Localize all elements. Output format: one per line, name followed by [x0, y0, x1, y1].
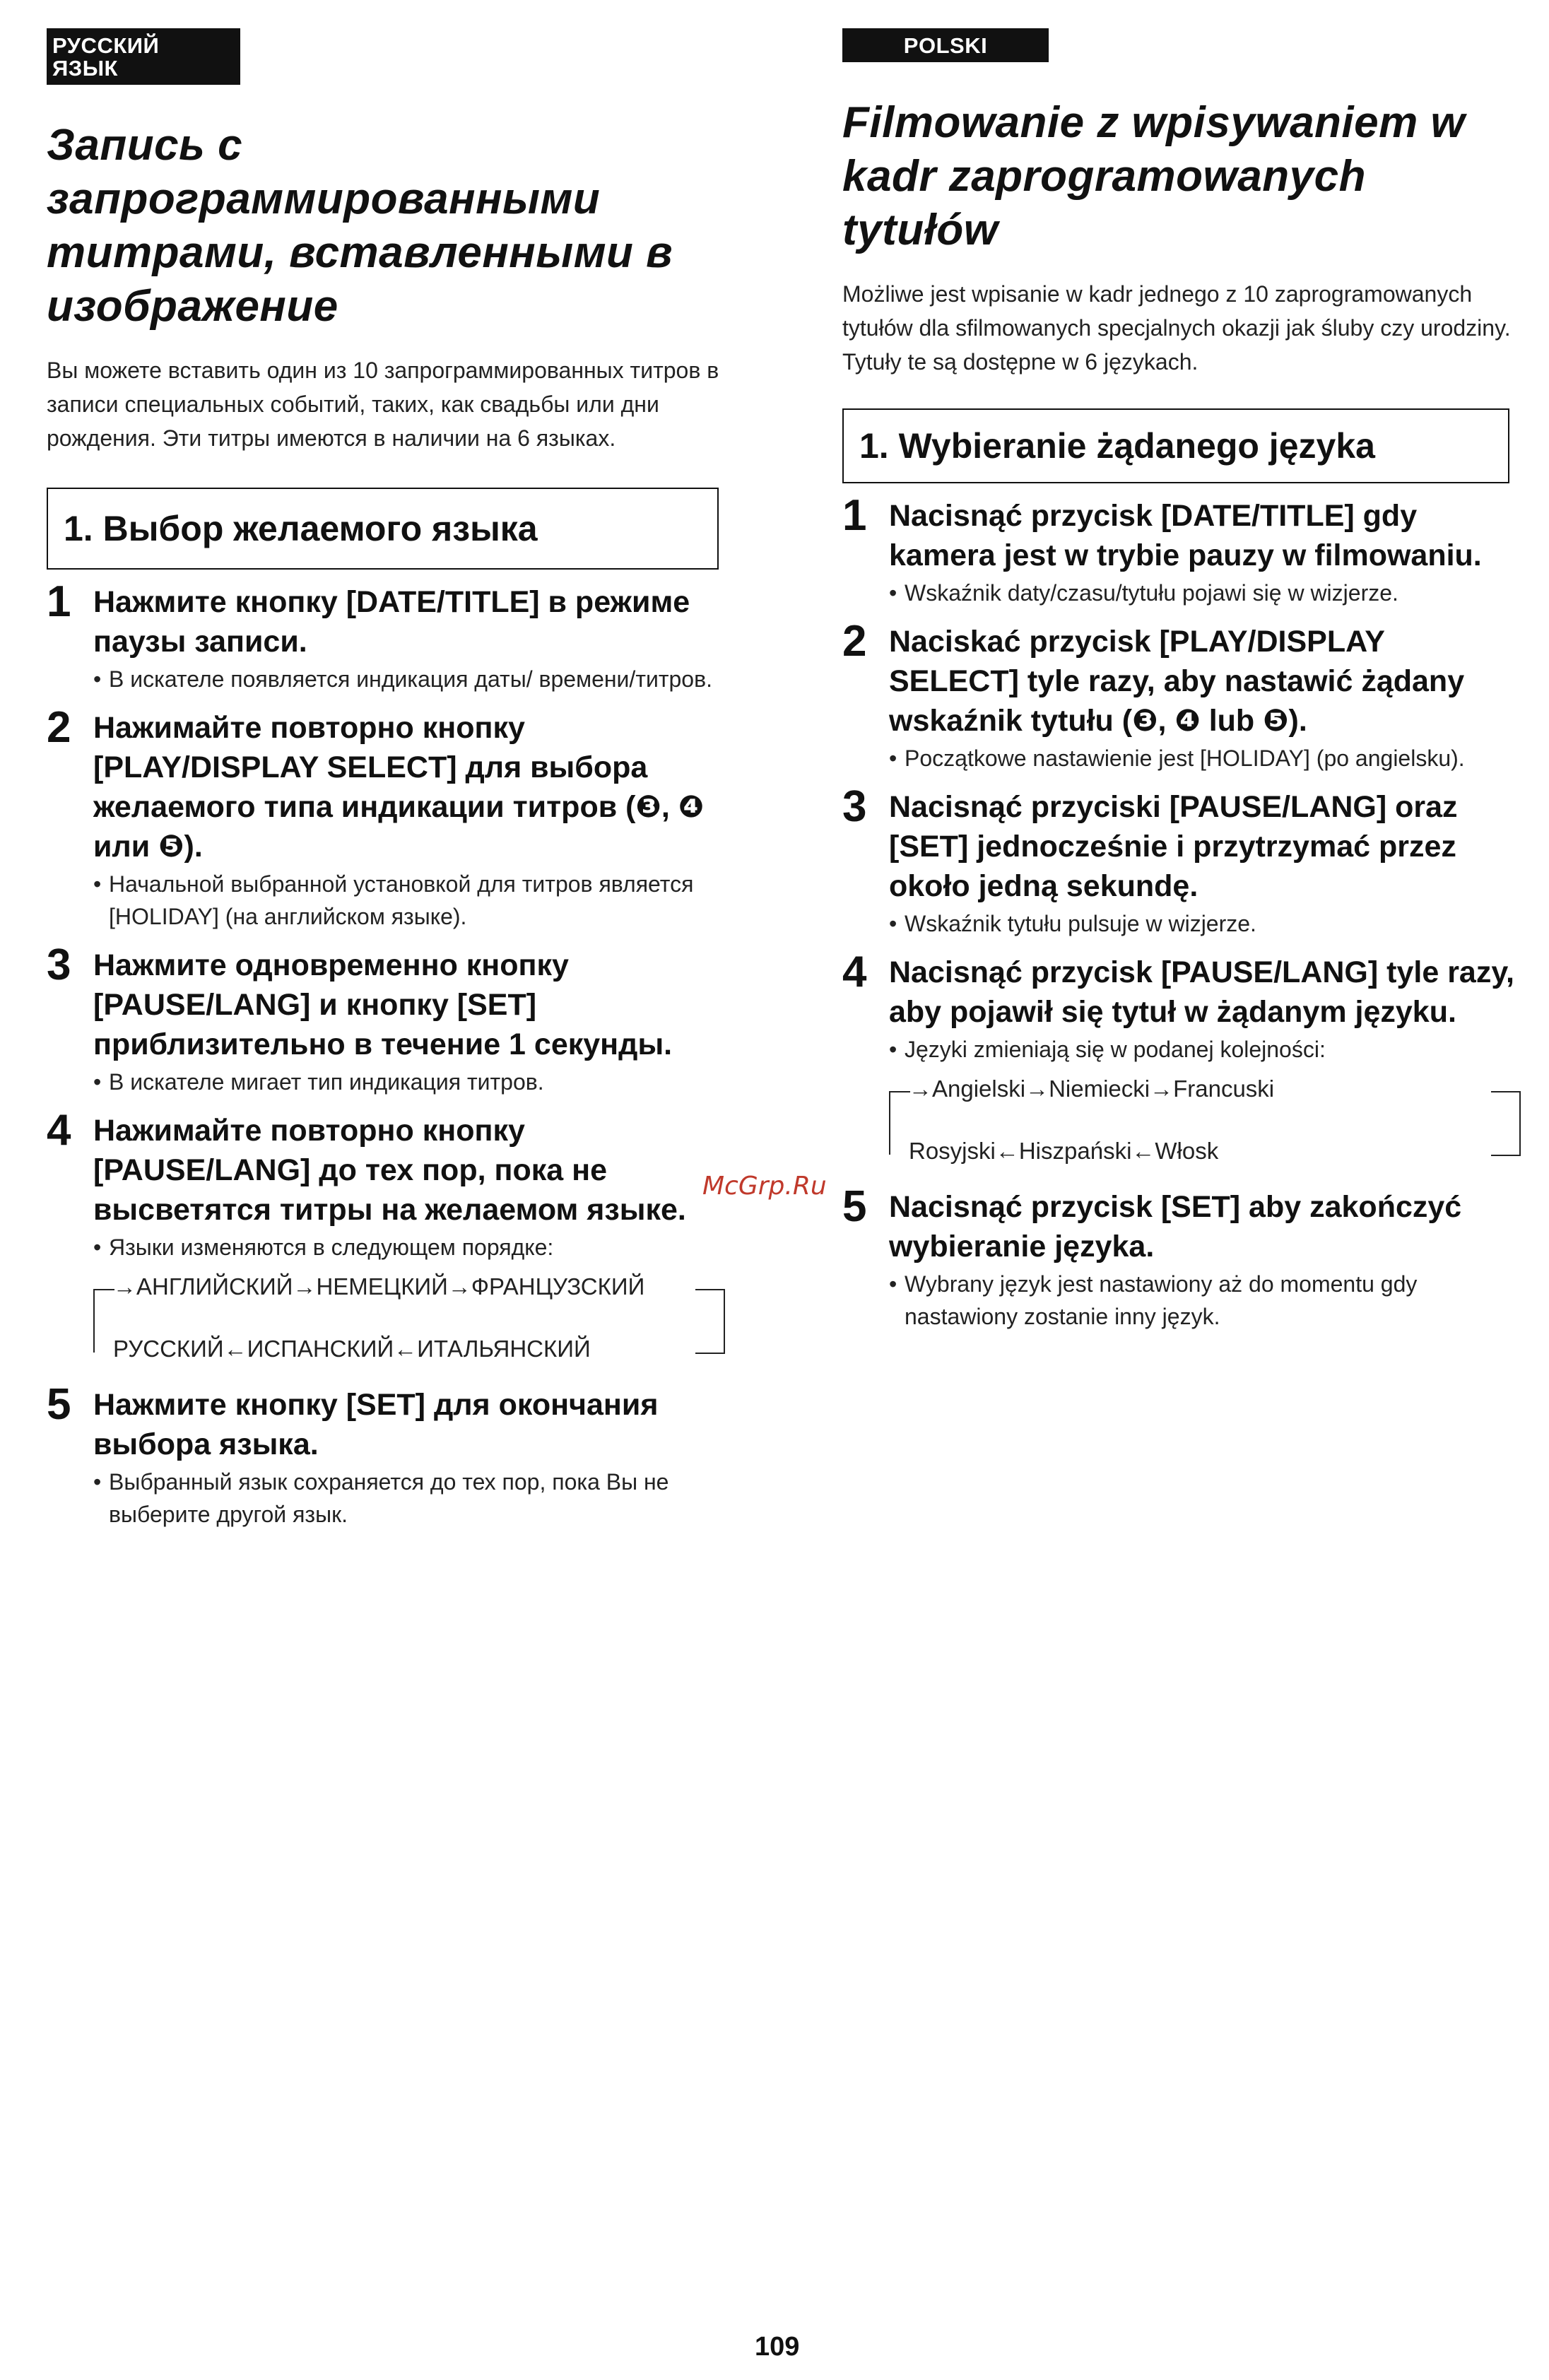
step-note-text: Języki zmieniają się w podanej kolejności: — [905, 1037, 1326, 1062]
step-instruction: Nacisnąć przycisk [DATE/TITLE] gdy kamera jest w trybie pauzy w filmowaniu. — [889, 499, 1482, 572]
step-item — [842, 948, 1521, 1174]
bullet-icon: • — [93, 1235, 102, 1260]
step-item — [842, 491, 1521, 609]
step-note-text: Языки изменяются в следующем порядке: — [109, 1235, 554, 1260]
intro-paragraph: Вы можете вставить один из 10 запрограммированных титров в записи специальных событий, таких, как свадьбы или дни рождения. Эти титры имеются в наличии на 6 языках. — [47, 358, 719, 451]
language-tab: POLSKI — [842, 28, 1049, 62]
bullet-icon: • — [93, 1469, 102, 1495]
step-number: 5 — [842, 1182, 867, 1231]
bullet-icon: • — [889, 580, 897, 606]
step-note — [889, 742, 1521, 774]
bullet-icon: • — [93, 1069, 102, 1095]
step-instruction: Нажмите кнопку [DATE/TITLE] в режиме паузы записи. — [93, 585, 690, 659]
language-order-diagram — [92, 1273, 725, 1372]
step-note-text: Wskaźnik tytułu pulsuje w wizjerze. — [905, 911, 1256, 936]
step-note-text: Początkowe nastawienie jest [HOLIDAY] (po angielsku). — [905, 746, 1465, 771]
step-number: 5 — [47, 1380, 71, 1429]
step-instruction: Нажмите кнопку [SET] для окончания выбора языка. — [93, 1388, 659, 1461]
step-item — [47, 1380, 725, 1531]
flow-bracket-right — [695, 1289, 725, 1354]
step-item — [842, 782, 1521, 940]
flow-bracket-left — [93, 1289, 114, 1353]
intro-paragraph: Możliwe jest wpisanie w kadr jednego z 10 zaprogramowanych tytułów dla sfilmowanych specjalnych okazji jak śluby czy urodziny. Tytuły te są dostępne w 6 językach. — [842, 281, 1511, 375]
flow-bracket-right — [1491, 1091, 1521, 1156]
step-instruction: Nacisnąć przycisk [SET] aby zakończyć wybieranie języka. — [889, 1190, 1462, 1263]
bullet-icon: • — [93, 666, 102, 692]
step-note-text: Выбранный язык сохраняется до тех пор, пока Вы не выберите другой язык. — [109, 1469, 669, 1527]
step-number: 2 — [842, 617, 867, 666]
step-note-text: Начальной выбранной установкой для титров является [HOLIDAY] (на английском языке). — [109, 871, 694, 929]
step-number: 3 — [842, 782, 867, 831]
steps-list — [47, 577, 725, 1531]
step-number: 2 — [47, 703, 71, 752]
step-note — [889, 907, 1521, 940]
step-note — [889, 577, 1521, 609]
step-number: 1 — [47, 577, 71, 626]
page-number: 109 — [755, 2332, 800, 2362]
step-instruction: Нажимайте повторно кнопку [PAUSE/LANG] до тех пор, пока не высветятся титры на желаемом языке. — [93, 1114, 686, 1227]
step-note — [93, 663, 725, 695]
watermark: McGrp.Ru — [702, 1172, 827, 1201]
step-note — [889, 1033, 1521, 1066]
step-item — [842, 1182, 1521, 1333]
language-flow-top: →АНГЛИЙСКИЙ→НЕМЕЦКИЙ→ФРАНЦУЗСКИЙ — [113, 1273, 645, 1300]
section-heading: 1. Wybieranie żądanego języka — [842, 408, 1509, 483]
step-item — [47, 941, 725, 1098]
russian-column — [47, 28, 725, 1531]
bullet-icon: • — [889, 1037, 897, 1062]
step-number: 1 — [842, 491, 867, 540]
step-note — [889, 1268, 1521, 1333]
page-title: Filmowanie z wpisywaniem w kadr zaprogramowanych tytułów — [842, 98, 1466, 254]
step-instruction: Nacisnąć przyciski [PAUSE/LANG] oraz [SET] jednocześnie i przytrzymać przez około jedną sekundę. — [889, 790, 1458, 903]
language-tab: РУССКИЙ ЯЗЫК — [47, 28, 240, 85]
step-note — [93, 1466, 725, 1531]
page-title: Запись с запрограммированными титрами, вставленными в изображение — [47, 121, 673, 331]
step-note — [93, 1231, 725, 1263]
polish-column — [842, 28, 1521, 1333]
step-instruction: Naciskać przycisk [PLAY/DISPLAY SELECT] tyle razy, aby nastawić żądany wskaźnik tytułu (❸, ❹ lub ❺). — [889, 625, 1465, 738]
step-item — [47, 577, 725, 695]
language-flow-bottom: Rosyjski←Hiszpański←Włosk — [909, 1138, 1219, 1164]
step-item — [47, 703, 725, 933]
step-instruction: Нажимайте повторно кнопку [PLAY/DISPLAY SELECT] для выбора желаемого типа индикации титров (❸, ❹ или ❺). — [93, 711, 705, 864]
step-number: 4 — [47, 1106, 71, 1155]
step-note — [93, 868, 725, 933]
step-number: 3 — [47, 941, 71, 989]
bullet-icon: • — [93, 871, 102, 897]
bullet-icon: • — [889, 1271, 897, 1297]
step-note-text: В искателе мигает тип индикация титров. — [109, 1069, 544, 1095]
step-number: 4 — [842, 948, 867, 996]
flow-bracket-left — [889, 1091, 910, 1155]
step-instruction: Нажмите одновременно кнопку [PAUSE/LANG] и кнопку [SET] приблизительно в течение 1 секунды. — [93, 948, 673, 1061]
bullet-icon: • — [889, 911, 897, 936]
step-item — [47, 1106, 725, 1372]
step-item — [842, 617, 1521, 774]
step-note-text: В искателе появляется индикация даты/ времени/титров. — [109, 666, 712, 692]
step-note-text: Wskaźnik daty/czasu/tytułu pojawi się w wizjerze. — [905, 580, 1398, 606]
step-instruction: Nacisnąć przycisk [PAUSE/LANG] tyle razy, aby pojawił się tytuł w żądanym języku. — [889, 955, 1515, 1029]
language-flow-top: →Angielski→Niemiecki→Francuski — [909, 1076, 1275, 1102]
step-note-text: Wybrany język jest nastawiony aż do momentu gdy nastawiony zostanie inny język. — [905, 1271, 1418, 1329]
bullet-icon: • — [889, 746, 897, 771]
section-heading: 1. Выбор желаемого языка — [47, 488, 719, 570]
language-flow-bottom: РУССКИЙ←ИСПАНСКИЙ←ИТАЛЬЯНСКИЙ — [113, 1336, 591, 1362]
language-order-diagram — [888, 1076, 1521, 1174]
steps-list — [842, 491, 1521, 1333]
step-note — [93, 1066, 725, 1098]
